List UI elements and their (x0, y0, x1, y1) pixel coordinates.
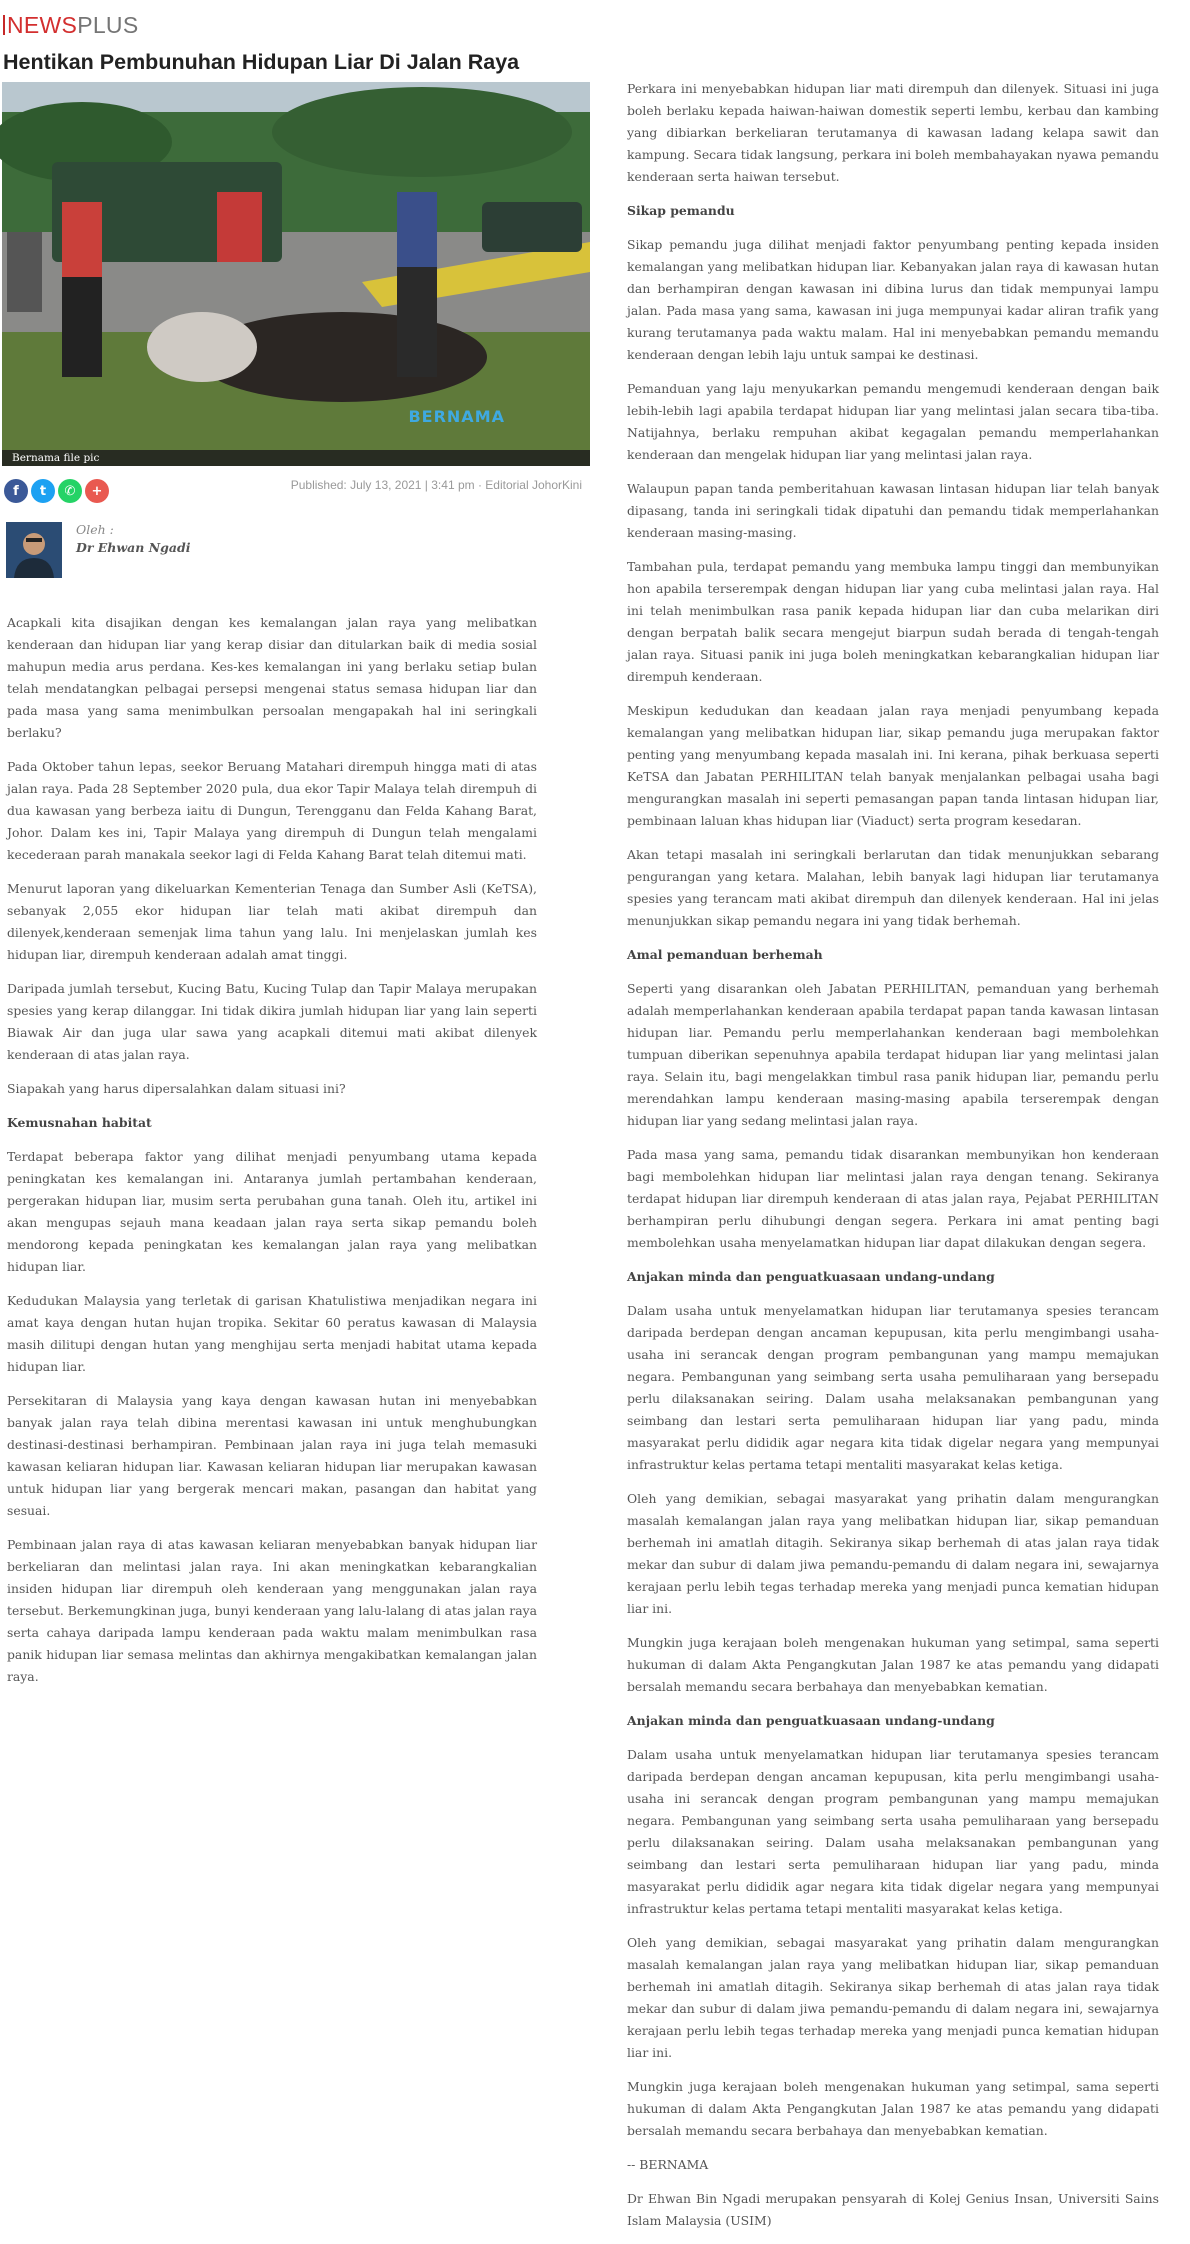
paragraph: Dalam usaha untuk menyelamatkan hidupan liar terutamanya spesies terancam daripada berdepan dengan ancaman kepupusan, kita perlu mengimbangi usaha-usaha ini serancak dengan program pembangunan yang mampu memajukan negara. Pembangunan yang seimbang serta usaha pemuliharaan yang bersepadu perlu dilaksanakan seiring. Dalam usaha melaksanakan pembangunan yang seimbang dan lestari serta pemuliharaan hidupan liar yang padu, minda masyarakat perlu dididik agar negara kita tidak digelar negara yang mempunyai infrastruktur kelas pertama tetapi mentaliti masyarakat kelas ketiga. (627, 1303, 1159, 1472)
section-heading: Sikap pemandu (627, 203, 735, 218)
paragraph: Persekitaran di Malaysia yang kaya dengan kawasan hutan ini menyebabkan banyak jalan raya telah dibina merentasi kawasan ini untuk menghubungkan destinasi-destinasi berhampiran. Pembinaan jalan raya ini juga telah memasuki kawasan keliaran hidupan liar. Kawasan keliaran hidupan liar merupakan kawasan untuk hidupan liar yang bergerak mencari makan, pasangan dan habitat yang sesuai. (7, 1393, 537, 1518)
article-photo (2, 82, 590, 466)
article-title: Hentikan Pembunuhan Hidupan Liar Di Jalan Raya (3, 50, 520, 74)
paragraph: Pada Oktober tahun lepas, seekor Beruang Matahari dirempuh hingga mati di atas jalan raya. Pada 28 September 2020 pula, dua ekor Tapir Malaya telah dirempuh di dua kawasan yang berbeza iaitu di Dungun, Terengganu dan Felda Kahang Barat, Johor. Dalam kes ini, Tapir Malaya yang dirempuh di Dungun telah mengalami kecederaan parah manakala seekor lagi di Felda Kahang Barat telah ditemui mati. (7, 759, 537, 862)
section-heading: Kemusnahan habitat (7, 1115, 152, 1130)
article-body-left (7, 612, 537, 1700)
logo-plus: PLUS (77, 12, 139, 38)
paragraph: Oleh yang demikian, sebagai masyarakat yang prihatin dalam mengurangkan masalah kemalangan jalan raya yang melibatkan hidupan liar, sikap pemanduan berhemah ini amatlah ditagih. Sekiranya sikap berhemah di atas jalan raya tidak mekar dan subur di dalam jiwa pemandu-pemandu di dalam negara ini, sewajarnya kerajaan perlu lebih tegas terhadap mereka yang menjadi punca kematian hidupan liar ini. (627, 1491, 1159, 1616)
photo-caption: Bernama file pic (2, 450, 590, 466)
section-heading: Anjakan minda dan penguatkuasaan undang-undang (627, 1713, 995, 1728)
paragraph: Menurut laporan yang dikeluarkan Kementerian Tenaga dan Sumber Asli (KeTSA), sebanyak 2,055 ekor hidupan liar telah mati akibat dirempuh dan dilenyek,kenderaan semenjak lima tahun yang lalu. Ini menjelaskan jumlah kes hidupan liar, dirempuh kenderaan adalah amat tinggi. (7, 881, 537, 962)
article-body-right (627, 78, 1159, 2244)
paragraph: Siapakah yang harus dipersalahkan dalam situasi ini? (7, 1081, 346, 1096)
avatar (6, 522, 62, 578)
paragraph: Oleh yang demikian, sebagai masyarakat yang prihatin dalam mengurangkan masalah kemalangan jalan raya yang melibatkan hidupan liar, sikap pemanduan berhemah ini amatlah ditagih. Sekiranya sikap berhemah di atas jalan raya tidak mekar dan subur di dalam jiwa pemandu-pemandu di dalam negara ini, sewajarnya kerajaan perlu lebih tegas terhadap mereka yang menjadi punca kematian hidupan liar ini. (627, 1935, 1159, 2060)
facebook-icon[interactable]: f (4, 479, 28, 503)
paragraph: Seperti yang disarankan oleh Jabatan PERHILITAN, pemanduan yang berhemah adalah memperlahankan kenderaan apabila terdapat papan tanda kawasan lintasan hidupan liar. Pemandu perlu memperlahankan kenderaan bagi membolehkan tumpuan diberikan sepenuhnya apabila terdapat hidupan liar yang melintasi jalan raya. Selain itu, bagi mengelakkan timbul rasa panik hidupan liar, pemandu perlu merendahkan lampu kenderaan masing-masing apabila terserempak dengan hidupan liar yang sedang melintasi jalan raya. (627, 981, 1159, 1128)
whatsapp-icon[interactable]: ✆ (58, 479, 82, 503)
site-logo[interactable] (3, 12, 139, 42)
paragraph: Kedudukan Malaysia yang terletak di garisan Khatulistiwa menjadikan negara ini amat kaya dengan hutan hujan tropika. Sekitar 60 peratus kawasan di Malaysia masih dilitupi dengan hutan yang menghijau serta menjadi habitat utama kepada hidupan liar. (7, 1293, 537, 1374)
paragraph: Terdapat beberapa faktor yang dilihat menjadi penyumbang utama kepada peningkatan kes kemalangan ini. Antaranya jumlah pertambahan kenderaan, pergerakan hidupan liar, musim serta perubahan guna tanah. Oleh itu, artikel ini akan mengupas sejauh mana keadaan jalan raya serta sikap pemandu boleh mendorong kepada peningkatan kes kemalangan jalan raya yang melibatkan hidupan liar. (7, 1149, 537, 1274)
photo-watermark: BERNAMA (408, 407, 505, 426)
logo-news: NEWS (7, 12, 78, 38)
author-name[interactable]: Dr Ehwan Ngadi (76, 540, 191, 555)
paragraph: Pada masa yang sama, pemandu tidak disarankan membunyikan hon kenderaan bagi membolehkan hidupan liar melintasi jalan raya dengan tenang. Sekiranya terdapat hidupan liar dirempuh kenderaan di atas jalan raya, Pejabat PERHILITAN berhampiran perlu dihubungi dengan segera. Perkara ini amat penting bagi membolehkan usaha menyelamatkan hidupan liar dapat dilakukan dengan segera. (627, 1147, 1159, 1250)
paragraph: Dalam usaha untuk menyelamatkan hidupan liar terutamanya spesies terancam daripada berdepan dengan ancaman kepupusan, kita perlu mengimbangi usaha-usaha ini serancak dengan program pembangunan yang mampu memajukan negara. Pembangunan yang seimbang serta usaha pemuliharaan yang bersepadu perlu dilaksanakan seiring. Dalam usaha melaksanakan pembangunan yang seimbang dan lestari serta pemuliharaan hidupan liar yang padu, minda masyarakat perlu dididik agar negara kita tidak digelar negara yang mempunyai infrastruktur kelas pertama tetapi mentaliti masyarakat kelas ketiga. (627, 1747, 1159, 1916)
twitter-icon[interactable]: t (31, 479, 55, 503)
paragraph: Pemanduan yang laju menyukarkan pemandu mengemudi kenderaan dengan baik lebih-lebih lagi apabila terdapat hidupan liar yang melintasi jalan secara tiba-tiba. Natijahnya, berlaku rempuhan akibat kegagalan pemandu memperlahankan kenderaan dan mengelak hidupan liar yang melintasi jalan raya. (627, 381, 1159, 462)
paragraph: Acapkali kita disajikan dengan kes kemalangan jalan raya yang melibatkan kenderaan dan hidupan liar yang kerap disiar dan ditularkan baik di media sosial mahupun media arus perdana. Kes-kes kemalangan ini yang berlaku setiap bulan telah mendatangkan pelbagai persepsi mengenai status semasa hidupan liar dan pada masa yang sama menimbulkan persoalan mengapakah hal ini seringkali berlaku? (7, 615, 537, 740)
paragraph: Walaupun papan tanda pemberitahuan kawasan lintasan hidupan liar telah banyak dipasang, tanda ini seringkali tidak dipatuhi dan pemandu tidak memperlahankan kenderaan masing-masing. (627, 481, 1159, 540)
paragraph: Mungkin juga kerajaan boleh mengenakan hukuman yang setimpal, sama seperti hukuman di dalam Akta Pengangkutan Jalan 1987 ke atas pemandu yang didapati bersalah memandu secara berbahaya dan menyebabkan kematian. (627, 2079, 1159, 2138)
section-heading: Amal pemanduan berhemah (627, 947, 823, 962)
paragraph: -- BERNAMA (627, 2157, 709, 2172)
paragraph: Pembinaan jalan raya di atas kawasan keliaran menyebabkan banyak hidupan liar berkeliaran dan melintasi jalan raya. Ini akan meningkatkan kebarangkalian insiden hidupan liar dirempuh oleh kenderaan yang menggunakan jalan raya tersebut. Berkemungkinan juga, bunyi kenderaan yang lalu-lalang di atas jalan raya serta cahaya daripada lampu kenderaan pada waktu malam menimbulkan rasa panik hidupan liar semasa melintas dan akhirnya mengakibatkan kemalangan jalan raya. (7, 1537, 537, 1684)
paragraph: Dr Ehwan Bin Ngadi merupakan pensyarah di Kolej Genius Insan, Universiti Sains Islam Malaysia (USIM) (627, 2191, 1159, 2228)
paragraph: Sikap pemandu juga dilihat menjadi faktor penyumbang penting kepada insiden kemalangan yang melibatkan hidupan liar. Kebanyakan jalan raya di kawasan hutan dan berhampiran dengan kawasan ini dibina lurus dan tidak mempunyai lampu jalan. Pada masa yang sama, kawasan ini juga mempunyai kadar aliran trafik yang kurang terutamanya pada waktu malam. Hal ini menyebabkan pemandu memandu kenderaan dengan lebih laju untuk sampai ke destinasi. (627, 237, 1159, 362)
paragraph: Daripada jumlah tersebut, Kucing Batu, Kucing Tulap dan Tapir Malaya merupakan spesies yang kerap dilanggar. Ini tidak dikira jumlah hidupan liar yang lain seperti Biawak Air dan juga ular sawa yang acapkali ditemui mati akibat dilenyek kenderaan di atas jalan raya. (7, 981, 537, 1062)
author-text (76, 522, 376, 555)
author-label: Oleh : (76, 522, 114, 537)
article-meta: Published: July 13, 2021 | 3:41 pm · Editorial JohorKini (290, 478, 582, 492)
paragraph: Meskipun kedudukan dan keadaan jalan raya menjadi penyumbang kepada kemalangan yang melibatkan hidupan liar, sikap pemandu juga merupakan faktor penting yang menyumbang kepada masalah ini. Ini kerana, pihak berkuasa seperti KeTSA dan Jabatan PERHILITAN telah banyak menjalankan pelbagai usaha bagi mengurangkan masalah ini seperti pemasangan papan tanda lintasan hidupan liar, pembinaan laluan khas hidupan liar (Viaduct) serta program kesedaran. (627, 703, 1159, 828)
paragraph: Mungkin juga kerajaan boleh mengenakan hukuman yang setimpal, sama seperti hukuman di dalam Akta Pengangkutan Jalan 1987 ke atas pemandu yang didapati bersalah memandu secara berbahaya dan menyebabkan kematian. (627, 1635, 1159, 1694)
plus-icon[interactable]: + (85, 479, 109, 503)
section-heading: Anjakan minda dan penguatkuasaan undang-undang (627, 1269, 995, 1284)
share-bar (4, 479, 109, 503)
logo-bar (3, 15, 5, 35)
paragraph: Tambahan pula, terdapat pemandu yang membuka lampu tinggi dan membunyikan hon apabila terserempak dengan hidupan liar yang cuba melintasi jalan raya. Hal ini telah menimbulkan rasa panik kepada hidupan liar dan cuba melarikan diri dengan berpatah balik secara mengejut biarpun sudah berada di tengah-tengah jalan raya. Situasi panik ini juga boleh meningkatkan kebarangkalian hidupan liar dirempuh kenderaan. (627, 559, 1159, 684)
paragraph: Perkara ini menyebabkan hidupan liar mati dirempuh dan dilenyek. Situasi ini juga boleh berlaku kepada haiwan-haiwan domestik seperti lembu, kerbau dan kambing yang dibiarkan berkeliaran terutamanya di kawasan ladang kelapa sawit dan kampung. Secara tidak langsung, perkara ini boleh membahayakan nyawa pemandu kenderaan serta haiwan tersebut. (627, 81, 1159, 184)
paragraph: Akan tetapi masalah ini seringkali berlarutan dan tidak menunjukkan sebarang pengurangan yang ketara. Malahan, lebih banyak lagi hidupan liar terutamanya spesies yang terancam mati akibat dirempuh dan dilenyek kenderaan. Hal ini jelas menunjukkan sikap pemandu negara ini yang tidak berhemah. (627, 847, 1159, 928)
